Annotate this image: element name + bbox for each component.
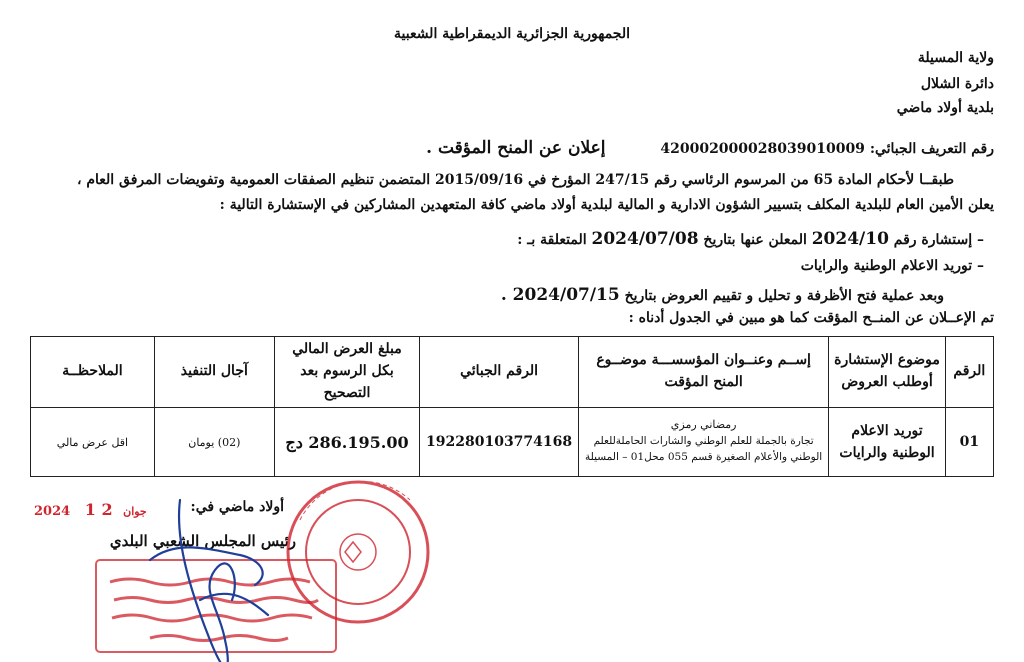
evaluation-text: وبعد عملية فتح الأظرفة و تحليل و تقييم العروض بتاريخ bbox=[624, 288, 944, 304]
office-stamp-icon bbox=[96, 560, 336, 652]
announcement-intro-line: يعلن الأمين العام للبلدية المكلف بتسيير الشؤون الادارية و المالية لبلدية أولاد ماضي كافة المتعهدين المشاركين في الإستشارة التالية : bbox=[219, 197, 994, 213]
row-subject: توريد الاعلام الوطنية والرايات bbox=[829, 408, 945, 477]
date-stamp-month: جوان bbox=[123, 505, 147, 518]
consultation-suffix: المتعلقة بـ : bbox=[517, 232, 587, 248]
institution-address: تجارة بالجملة للعلم الوطني والشارات الحاملةللعلم الوطني والأعلام الصغيرة قسم 055 محل01 – المسيلة bbox=[585, 435, 823, 463]
header-subject: موضوع الإستشارة أوطلب العروض bbox=[829, 337, 945, 408]
header-number: الرقم bbox=[945, 337, 993, 408]
date-stamp-day: 2 1 bbox=[84, 500, 113, 519]
header-institution: إســم وعنــوان المؤسســـة موضــوع المنح المؤقت bbox=[578, 337, 828, 408]
row-tax-number: 192280103774168 bbox=[420, 408, 579, 477]
daira-label: دائرة الشلال bbox=[920, 76, 994, 92]
row-amount: 286.195.00 دج bbox=[274, 408, 420, 477]
tax-id-label: رقم التعريف الجبائي: bbox=[869, 141, 994, 157]
consultation-prefix: – إستشارة رقم bbox=[893, 232, 984, 248]
tax-id-value: 420002000028039010009 bbox=[660, 141, 865, 157]
evaluation-date: 2024/07/15 . bbox=[500, 285, 620, 305]
commune-label: بلدية أولاد ماضي bbox=[896, 100, 994, 116]
signature-place: أولاد ماضي في: bbox=[190, 499, 284, 515]
consultation-date: 2024/07/08 bbox=[591, 229, 699, 249]
row-deadline: (02) يومان bbox=[154, 408, 274, 477]
consultation-subject-line: – توريد الاعلام الوطنية والرايات bbox=[800, 258, 984, 274]
header-tax-number: الرقم الجبائي bbox=[420, 337, 579, 408]
header-amount: مبلغ العرض المالي بكل الرسوم بعد التصحيح bbox=[274, 337, 420, 408]
announcement-title: إعلان عن المنح المؤقت . bbox=[426, 138, 606, 158]
header-deadline: آجال التنفيذ bbox=[154, 337, 274, 408]
round-seal-icon bbox=[288, 481, 428, 622]
date-stamp-year: 2024 bbox=[34, 504, 71, 519]
signature-title: رئيس المجلس الشعبي البلدي bbox=[109, 532, 296, 550]
table-intro-line: تم الإعــلان عن المنــح المؤقت كما هو مبين في الجدول أدناه : bbox=[628, 310, 994, 326]
row-number: 01 bbox=[945, 408, 993, 477]
wilaya-label: ولاية المسيلة bbox=[917, 50, 994, 66]
legal-basis-line: طبقــا لأحكام المادة 65 من المرسوم الرئاسي رقم 247/15 المؤرخ في 2015/09/16 المتضمن تنظيم الصفقات العمومية وتفويضات المرفق العام ، bbox=[76, 172, 954, 188]
republic-heading: الجمهورية الجزائرية الديمقراطية الشعبية bbox=[393, 26, 630, 42]
institution-name: رمضاني رمزي bbox=[670, 418, 737, 432]
consultation-mid: المعلن عنها بتاريخ bbox=[703, 232, 807, 248]
header-note: الملاحظــة bbox=[31, 337, 155, 408]
row-note: اقل عرض مالي bbox=[31, 408, 155, 477]
consultation-number: 2024/10 bbox=[811, 229, 889, 249]
